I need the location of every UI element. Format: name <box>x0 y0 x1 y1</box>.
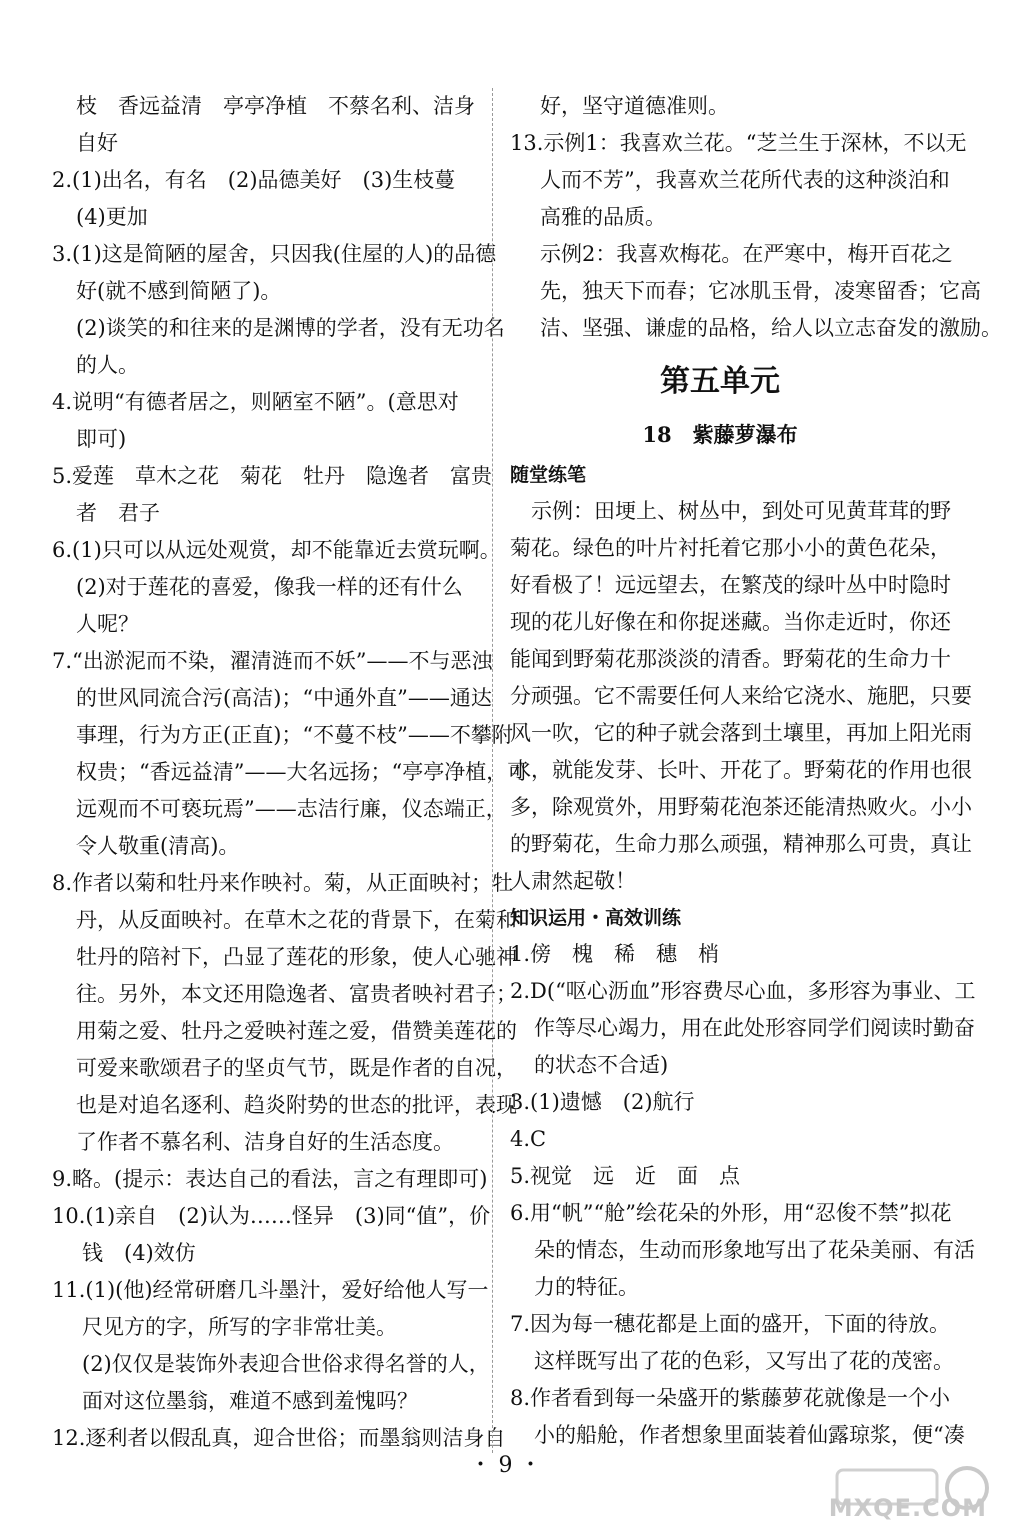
practice-line: 能闻到野菊花那淡淡的清香。野菊花的生命力十 <box>510 647 951 671</box>
left-line: 也是对追名逐利、趋炎附势的世态的批评，表现 <box>76 1093 517 1117</box>
right-column <box>510 88 1002 1454</box>
section-heading-practice: 随堂练笔 <box>510 464 587 486</box>
left-line: 即可) <box>76 427 127 451</box>
left-line: 钱 (4)效仿 <box>82 1241 196 1265</box>
left-line: 11.(1)(他)经常研磨几斗墨汁，爱好给他人写一 <box>52 1278 489 1302</box>
left-line: 的人。 <box>76 353 139 377</box>
practice-line: 现的花儿好像在和你捉迷藏。当你走近时，你还 <box>510 610 951 634</box>
training-line: 5.视觉 远 近 面 点 <box>510 1164 741 1188</box>
section-heading-training: 知识运用・高效训练 <box>510 907 682 929</box>
training-line: 6.用“帆”“舱”绘花朵的外形，用“忍俊不禁”拟花 <box>510 1201 952 1225</box>
left-line: 令人敬重(清高)。 <box>76 834 240 858</box>
left-line: 8.作者以菊和牡丹来作映衬。菊，从正面映衬；牡 <box>52 871 514 895</box>
training-line: 3.(1)遗憾 (2)航行 <box>510 1090 695 1114</box>
right-top-line: 13.示例1：我喜欢兰花。“芝兰生于深林，不以无 <box>510 131 967 155</box>
right-top-line: 人而不芳”，我喜欢兰花所代表的这种淡泊和 <box>540 168 950 192</box>
practice-paragraph <box>510 493 972 900</box>
left-line: 的世风同流合污(高洁)；“中通外直”——通达 <box>76 686 492 710</box>
practice-line: 分顽强。它不需要任何人来给它浇水、施肥，只要 <box>510 684 972 708</box>
training-line: 作等尽心竭力，用在此处形容同学们阅读时勤奋 <box>534 1016 975 1040</box>
training-line: 力的特征。 <box>534 1275 639 1299</box>
training-line: 4.C <box>510 1127 547 1151</box>
left-line: (4)更加 <box>76 205 148 229</box>
training-line: 小的船舱，作者想象里面装着仙露琼浆，便“凑 <box>534 1423 965 1447</box>
left-line: 尺见方的字，所写的字非常壮美。 <box>82 1315 397 1339</box>
left-line: 可爱来歌颂君子的坚贞气节，既是作者的自况， <box>76 1056 517 1080</box>
left-line: 7.“出淤泥而不染，濯清涟而不妖”——不与恶浊 <box>52 649 493 673</box>
practice-line: 的野菊花，生命力那么顽强，精神那么可贵，真让 <box>510 832 972 856</box>
training-line: 1.傍 槐 稀 穗 梢 <box>510 942 720 966</box>
left-line: 权贵；“香远益清”——大名远扬；“亭亭净植，可 <box>76 760 529 784</box>
practice-line: 水，就能发芽、长叶、开花了。野菊花的作用也很 <box>510 758 972 782</box>
left-line: 了作者不慕名利、洁身自好的生活态度。 <box>76 1130 454 1154</box>
training-answers <box>510 936 976 1454</box>
practice-line: 人肃然起敬！ <box>510 869 636 893</box>
watermark-logo <box>827 1460 997 1530</box>
right-top-line: 好，坚守道德准则。 <box>540 94 729 118</box>
right-top-line: 先，独天下而春；它冰肌玉骨，凌寒留香；它高 <box>540 279 981 303</box>
left-line: 人呢？ <box>76 612 139 636</box>
left-line: 12.逐利者以假乱真，迎合世俗；而墨翁则洁身自 <box>52 1426 506 1450</box>
left-line: 用菊之爱、牡丹之爱映衬莲之爱，借赞美莲花的 <box>76 1019 517 1043</box>
left-line: 好(就不感到简陋了)。 <box>76 279 282 303</box>
watermark-text: MXQE.COM <box>828 1494 987 1522</box>
left-line: (2)对于莲花的喜爱，像我一样的还有什么 <box>76 575 463 599</box>
left-line: (2)仅仅是装饰外表迎合世俗求得名誉的人， <box>82 1352 490 1376</box>
left-line: 9.略。(提示：表达自己的看法，言之有理即可) <box>52 1167 488 1191</box>
left-line: 牡丹的陪衬下，凸显了莲花的形象，使人心驰神 <box>76 945 517 969</box>
unit-title: 第五单元 <box>660 364 780 399</box>
left-line: 远观而不可亵玩焉”——志洁行廉，仪态端正， <box>76 797 507 821</box>
page-number: ・ 9 ・ <box>469 1453 542 1478</box>
right-top-line: 高雅的品质。 <box>540 205 666 229</box>
left-line: 4.说明“有德者居之，则陋室不陋”。(意思对 <box>52 390 459 414</box>
answers-continued <box>510 88 1002 347</box>
practice-line: 菊花。绿色的叶片衬托着它那小小的黄色花朵， <box>510 536 951 560</box>
practice-line: 风一吹，它的种子就会落到土壤里，再加上阳光雨 <box>510 721 972 745</box>
training-line: 7.因为每一穗花都是上面的盛开，下面的待放。 <box>510 1312 951 1336</box>
right-top-line: 洁、坚强、谦虚的品格，给人以立志奋发的激励。 <box>540 316 1002 340</box>
training-line: 8.作者看到每一朵盛开的紫藤萝花就像是一个小 <box>510 1386 951 1410</box>
training-line: 2.D(“呕心沥血”形容费尽心血，多形容为事业、工 <box>510 979 976 1003</box>
right-top-line: 示例2：我喜欢梅花。在严寒中，梅开百花之 <box>540 242 953 266</box>
left-line: 自好 <box>76 131 118 155</box>
column-divider <box>492 88 493 1453</box>
practice-line: 好看极了！远远望去，在繁茂的绿叶丛中时隐时 <box>510 573 951 597</box>
left-line: 6.(1)只可以从远处观赏，却不能靠近去赏玩啊。 <box>52 538 501 562</box>
lesson-title: 18 紫藤萝瀑布 <box>642 422 798 447</box>
left-line: 5.爱莲 草木之花 菊花 牡丹 隐逸者 富贵 <box>52 464 493 488</box>
left-line: 10.(1)亲自 (2)认为……怪异 (3)同“值”，价 <box>52 1204 491 1228</box>
training-line: 朵的情态，生动而形象地写出了花朵美丽、有活 <box>534 1238 975 1262</box>
left-line: 者 君子 <box>76 501 160 525</box>
left-line: 丹，从反面映衬。在草木之花的背景下，在菊和 <box>76 908 517 932</box>
practice-line: 示例：田埂上、树丛中，到处可见黄茸茸的野 <box>510 499 951 523</box>
left-line: 2.(1)出名，有名 (2)品德美好 (3)生枝蔓 <box>52 168 456 192</box>
training-line: 这样既写出了花的色彩，又写出了花的茂密。 <box>534 1349 954 1373</box>
left-line: 面对这位墨翁，难道不感到羞愧吗？ <box>82 1389 418 1413</box>
practice-line: 多，除观赏外，用野菊花泡茶还能清热败火。小小 <box>510 795 972 819</box>
left-line: (2)谈笑的和往来的是渊博的学者，没有无功名 <box>76 316 505 340</box>
left-line: 事理，行为方正(正直)；“不蔓不枝”——不攀附 <box>76 723 513 747</box>
left-line: 枝 香远益清 亭亭净植 不蔡名利、洁身 <box>76 94 475 118</box>
left-line: 往。另外，本文还用隐逸者、富贵者映衬君子； <box>76 982 517 1006</box>
left-line: 3.(1)这是简陋的屋舍，只因我(住屋的人)的品德 <box>52 242 497 266</box>
training-line: 的状态不合适) <box>534 1053 669 1077</box>
